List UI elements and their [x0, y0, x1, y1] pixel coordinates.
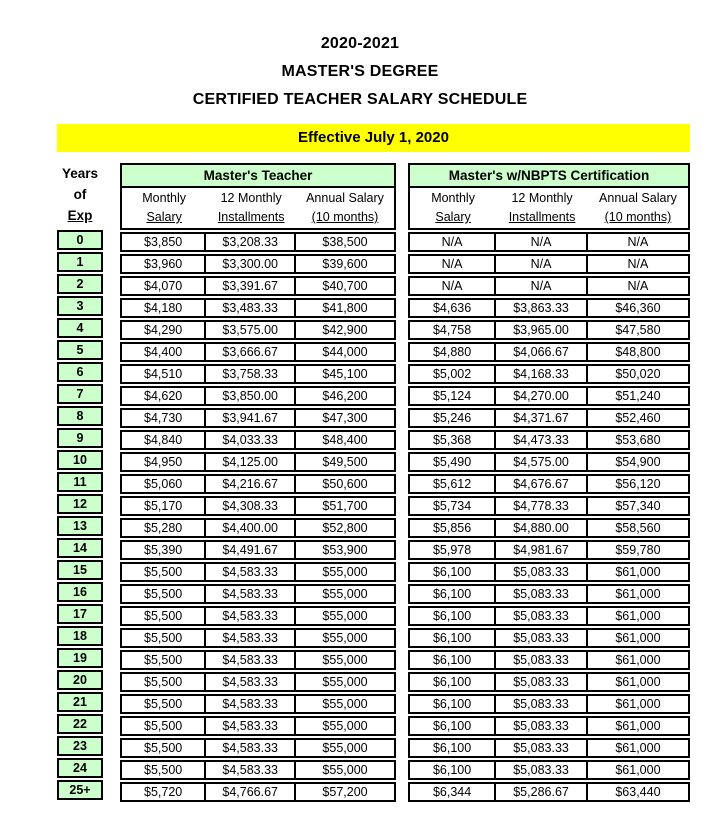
years-header-line1: Years: [61, 166, 99, 181]
table-cell: $5,280: [122, 520, 206, 536]
table-row: [120, 254, 396, 274]
table-cell: $61,000: [615, 587, 661, 601]
table-cell: $55,000: [322, 719, 368, 733]
table-row: [408, 760, 690, 780]
year-cell: 10: [57, 450, 103, 470]
table-cell: $5,083.33: [496, 674, 588, 690]
table-cell: $4,371.67: [496, 410, 588, 426]
table-cell: $61,000: [615, 631, 661, 645]
year-cell: 3: [57, 296, 103, 316]
table-cell: $5,500: [122, 586, 206, 602]
year-cell: 23: [57, 736, 103, 756]
table-row: [408, 342, 690, 362]
table-cell: $4,583.33: [206, 608, 296, 624]
table-cell: $5,246: [410, 410, 496, 426]
table-cell: $5,612: [410, 476, 496, 492]
salary-table: [57, 163, 720, 804]
table-cell: $57,200: [322, 785, 368, 799]
effective-date-banner: Effective July 1, 2020: [57, 124, 690, 152]
years-column: [57, 163, 103, 802]
table-cell: $3,960: [122, 256, 206, 272]
table-cell: $55,000: [322, 565, 368, 579]
table-row: [120, 782, 396, 802]
table-cell: $4,730: [122, 410, 206, 426]
table-cell: $5,083.33: [496, 718, 588, 734]
column-header-monthly-salary: [122, 188, 206, 228]
table-cell: $55,000: [322, 631, 368, 645]
table-cell: $5,500: [122, 652, 206, 668]
column-headers: [410, 188, 688, 228]
table-cell: $5,500: [122, 762, 206, 778]
table-row: [408, 518, 690, 538]
table-cell: $61,000: [615, 653, 661, 667]
table-row: [408, 782, 690, 802]
table-row: [408, 496, 690, 516]
table-cell: $5,083.33: [496, 630, 588, 646]
table-row: [120, 650, 396, 670]
table-cell: $4,216.67: [206, 476, 296, 492]
table-row: [408, 452, 690, 472]
table-cell: $4,066.67: [496, 344, 588, 360]
table-cell: $5,060: [122, 476, 206, 492]
table-cell: $4,400.00: [206, 520, 296, 536]
year-cell: 0: [57, 230, 103, 250]
column-header-line1: Annual Salary: [306, 191, 384, 205]
table-cell: $4,778.33: [496, 498, 588, 514]
table-row: [120, 606, 396, 626]
table-cell: $63,440: [615, 785, 661, 799]
table-cell: $4,270.00: [496, 388, 588, 404]
table-row: [120, 496, 396, 516]
table-row: [408, 562, 690, 582]
table-cell: $5,500: [122, 564, 206, 580]
table-cell: $5,286.67: [496, 784, 588, 800]
table-cell: $6,100: [410, 630, 496, 646]
table-cell: $41,800: [322, 301, 368, 315]
table-cell: $5,490: [410, 454, 496, 470]
table-cell: $3,575.00: [206, 322, 296, 338]
table-cell: $4,583.33: [206, 696, 296, 712]
group-title: Master's w/NBPTS Certification: [410, 165, 688, 188]
year-cell: 2: [57, 274, 103, 294]
column-header-line2: (10 months): [604, 210, 672, 224]
table-cell: N/A: [496, 234, 588, 250]
table-cell: $5,083.33: [496, 696, 588, 712]
table-cell: $5,734: [410, 498, 496, 514]
table-cell: $47,580: [615, 323, 661, 337]
year-cell: 12: [57, 494, 103, 514]
document-title: [0, 0, 720, 114]
table-cell: $4,400: [122, 344, 206, 360]
table-cell: $4,620: [122, 388, 206, 404]
masters-teacher-header: [120, 163, 396, 230]
column-header-line1: 12 Monthly: [511, 191, 573, 205]
table-cell: $55,000: [322, 675, 368, 689]
table-cell: $55,000: [322, 741, 368, 755]
table-cell: $61,000: [615, 565, 661, 579]
column-header-line1: Monthly: [142, 191, 187, 205]
table-cell: $4,575.00: [496, 454, 588, 470]
group-rows: [408, 232, 690, 802]
table-cell: $3,965.00: [496, 322, 588, 338]
table-cell: $49,500: [322, 455, 368, 469]
table-cell: $4,125.00: [206, 454, 296, 470]
table-cell: $48,400: [322, 433, 368, 447]
year-cell: 25+: [57, 780, 103, 800]
table-cell: $39,600: [322, 257, 368, 271]
table-cell: $4,981.67: [496, 542, 588, 558]
title-degree: MASTER'S DEGREE: [281, 63, 439, 80]
table-row: [408, 232, 690, 252]
table-row: [408, 254, 690, 274]
table-row: [120, 760, 396, 780]
year-cell: 20: [57, 670, 103, 690]
table-cell: $5,500: [122, 608, 206, 624]
table-cell: $5,170: [122, 498, 206, 514]
table-row: [408, 408, 690, 428]
table-cell: $4,290: [122, 322, 206, 338]
column-header-installments: [206, 188, 296, 228]
table-row: [408, 650, 690, 670]
column-headers: [122, 188, 394, 228]
table-row: [408, 364, 690, 384]
year-cell: 14: [57, 538, 103, 558]
column-header-installments: [496, 188, 588, 228]
table-cell: $4,473.33: [496, 432, 588, 448]
table-cell: N/A: [410, 278, 496, 294]
table-cell: $3,666.67: [206, 344, 296, 360]
table-cell: $6,100: [410, 740, 496, 756]
table-row: [120, 474, 396, 494]
table-cell: $4,880.00: [496, 520, 588, 536]
column-header-line1: Annual Salary: [599, 191, 677, 205]
column-header-annual-salary: [296, 188, 394, 228]
table-row: [120, 738, 396, 758]
column-header-annual-salary: [588, 188, 688, 228]
table-row: [120, 518, 396, 538]
table-row: [408, 276, 690, 296]
title-school-year: 2020-2021: [320, 35, 400, 52]
year-cell: 8: [57, 406, 103, 426]
table-cell: $47,300: [322, 411, 368, 425]
table-cell: $4,758: [410, 322, 496, 338]
table-row: [120, 408, 396, 428]
year-cell: 21: [57, 692, 103, 712]
table-row: [120, 430, 396, 450]
table-row: [408, 672, 690, 692]
table-cell: $4,636: [410, 300, 496, 316]
table-row: [120, 298, 396, 318]
column-header-line2: Salary: [146, 210, 182, 224]
table-row: [120, 562, 396, 582]
table-cell: $5,368: [410, 432, 496, 448]
table-cell: $4,583.33: [206, 740, 296, 756]
column-header-line1: 12 Monthly: [220, 191, 282, 205]
table-row: [408, 320, 690, 340]
table-cell: $55,000: [322, 587, 368, 601]
table-cell: N/A: [410, 256, 496, 272]
table-cell: $6,344: [410, 784, 496, 800]
column-header-monthly-salary: [410, 188, 496, 228]
year-cell: 5: [57, 340, 103, 360]
table-row: [408, 606, 690, 626]
table-cell: $5,978: [410, 542, 496, 558]
table-cell: N/A: [627, 279, 649, 293]
table-cell: $53,900: [322, 543, 368, 557]
table-row: [120, 584, 396, 604]
column-header-line2: Installments: [508, 210, 576, 224]
table-cell: N/A: [496, 256, 588, 272]
table-cell: $5,083.33: [496, 586, 588, 602]
column-header-line1: Monthly: [431, 191, 475, 205]
table-row: [408, 386, 690, 406]
table-cell: $61,000: [615, 609, 661, 623]
table-cell: $5,500: [122, 674, 206, 690]
table-cell: $4,583.33: [206, 718, 296, 734]
table-cell: $50,020: [615, 367, 661, 381]
nbpts-group: [408, 163, 690, 804]
table-cell: $4,840: [122, 432, 206, 448]
table-cell: $4,676.67: [496, 476, 588, 492]
column-header-line2: Installments: [217, 210, 285, 224]
table-cell: $4,583.33: [206, 652, 296, 668]
table-cell: $4,308.33: [206, 498, 296, 514]
table-cell: $51,240: [615, 389, 661, 403]
table-row: [120, 232, 396, 252]
table-cell: $55,000: [322, 653, 368, 667]
table-cell: $53,680: [615, 433, 661, 447]
table-cell: $52,460: [615, 411, 661, 425]
title-schedule: CERTIFIED TEACHER SALARY SCHEDULE: [192, 91, 528, 108]
table-cell: $40,700: [322, 279, 368, 293]
table-row: [120, 342, 396, 362]
table-cell: $61,000: [615, 697, 661, 711]
year-cell: 1: [57, 252, 103, 272]
table-cell: $4,180: [122, 300, 206, 316]
group-title: Master's Teacher: [122, 165, 394, 188]
table-row: [120, 716, 396, 736]
table-cell: $4,583.33: [206, 674, 296, 690]
year-cell: 9: [57, 428, 103, 448]
table-cell: $3,758.33: [206, 366, 296, 382]
table-cell: $3,941.67: [206, 410, 296, 426]
table-cell: $4,168.33: [496, 366, 588, 382]
table-cell: $5,500: [122, 740, 206, 756]
table-cell: $6,100: [410, 674, 496, 690]
table-cell: $55,000: [322, 763, 368, 777]
table-cell: $5,390: [122, 542, 206, 558]
table-cell: $6,100: [410, 564, 496, 580]
table-cell: $6,100: [410, 718, 496, 734]
years-header-line2: of: [73, 187, 87, 202]
table-cell: $3,391.67: [206, 278, 296, 294]
year-cell: 24: [57, 758, 103, 778]
nbpts-header: [408, 163, 690, 230]
table-row: [408, 474, 690, 494]
table-cell: $3,850.00: [206, 388, 296, 404]
table-cell: $5,083.33: [496, 608, 588, 624]
table-cell: $4,766.67: [206, 784, 296, 800]
table-cell: $61,000: [615, 719, 661, 733]
year-cell: 7: [57, 384, 103, 404]
table-row: [408, 584, 690, 604]
year-cell: 16: [57, 582, 103, 602]
table-row: [408, 430, 690, 450]
year-cell: 19: [57, 648, 103, 668]
table-cell: $5,500: [122, 630, 206, 646]
column-header-line2: Salary: [435, 210, 471, 224]
table-cell: $4,583.33: [206, 630, 296, 646]
table-cell: $3,483.33: [206, 300, 296, 316]
table-cell: $6,100: [410, 652, 496, 668]
table-cell: $5,856: [410, 520, 496, 536]
table-cell: $44,000: [322, 345, 368, 359]
table-cell: N/A: [496, 278, 588, 294]
table-cell: $46,360: [615, 301, 661, 315]
table-cell: $61,000: [615, 741, 661, 755]
table-cell: $48,800: [615, 345, 661, 359]
table-cell: $54,900: [615, 455, 661, 469]
table-cell: $4,583.33: [206, 762, 296, 778]
table-cell: $57,340: [615, 499, 661, 513]
group-rows: [120, 232, 396, 802]
table-cell: $5,500: [122, 718, 206, 734]
column-header-line2: (10 months): [311, 210, 379, 224]
table-cell: $4,070: [122, 278, 206, 294]
table-row: [120, 540, 396, 560]
table-cell: $4,583.33: [206, 586, 296, 602]
table-row: [120, 628, 396, 648]
table-cell: $3,850: [122, 234, 206, 250]
table-cell: $6,100: [410, 586, 496, 602]
year-cell: 13: [57, 516, 103, 536]
year-cell: 18: [57, 626, 103, 646]
year-cell: 17: [57, 604, 103, 624]
table-cell: $6,100: [410, 696, 496, 712]
table-cell: $38,500: [322, 235, 368, 249]
years-header-line3: Exp: [67, 208, 93, 223]
table-cell: $46,200: [322, 389, 368, 403]
table-cell: $4,950: [122, 454, 206, 470]
table-row: [408, 540, 690, 560]
table-cell: N/A: [627, 257, 649, 271]
table-row: [120, 694, 396, 714]
table-cell: $55,000: [322, 609, 368, 623]
table-cell: $5,083.33: [496, 564, 588, 580]
table-cell: $4,583.33: [206, 564, 296, 580]
table-cell: $61,000: [615, 763, 661, 777]
table-cell: $58,560: [615, 521, 661, 535]
table-row: [408, 716, 690, 736]
table-cell: $5,002: [410, 366, 496, 382]
table-row: [120, 276, 396, 296]
table-cell: $5,083.33: [496, 740, 588, 756]
table-row: [120, 672, 396, 692]
year-cell: 15: [57, 560, 103, 580]
table-cell: $55,000: [322, 697, 368, 711]
table-cell: $5,083.33: [496, 652, 588, 668]
years-column-cells: [57, 230, 103, 800]
year-cell: 11: [57, 472, 103, 492]
table-cell: $3,300.00: [206, 256, 296, 272]
table-cell: $3,863.33: [496, 300, 588, 316]
table-cell: $5,083.33: [496, 762, 588, 778]
table-cell: N/A: [627, 235, 649, 249]
table-cell: $4,033.33: [206, 432, 296, 448]
table-cell: $45,100: [322, 367, 368, 381]
year-cell: 6: [57, 362, 103, 382]
table-row: [408, 694, 690, 714]
table-row: [120, 452, 396, 472]
table-cell: $50,600: [322, 477, 368, 491]
year-cell: 22: [57, 714, 103, 734]
table-row: [408, 738, 690, 758]
table-cell: $6,100: [410, 608, 496, 624]
table-row: [120, 320, 396, 340]
table-row: [120, 386, 396, 406]
year-cell: 4: [57, 318, 103, 338]
table-cell: $4,510: [122, 366, 206, 382]
table-cell: N/A: [410, 234, 496, 250]
table-row: [408, 628, 690, 648]
table-cell: $3,208.33: [206, 234, 296, 250]
table-cell: $59,780: [615, 543, 661, 557]
table-cell: $42,900: [322, 323, 368, 337]
masters-teacher-group: [120, 163, 396, 804]
years-of-exp-header: [57, 163, 103, 230]
table-cell: $52,800: [322, 521, 368, 535]
table-cell: $61,000: [615, 675, 661, 689]
table-cell: $5,500: [122, 696, 206, 712]
table-cell: $51,700: [322, 499, 368, 513]
table-cell: $4,880: [410, 344, 496, 360]
table-row: [120, 364, 396, 384]
table-cell: $6,100: [410, 762, 496, 778]
table-row: [408, 298, 690, 318]
table-cell: $5,720: [122, 784, 206, 800]
table-cell: $56,120: [615, 477, 661, 491]
table-cell: $4,491.67: [206, 542, 296, 558]
table-cell: $5,124: [410, 388, 496, 404]
